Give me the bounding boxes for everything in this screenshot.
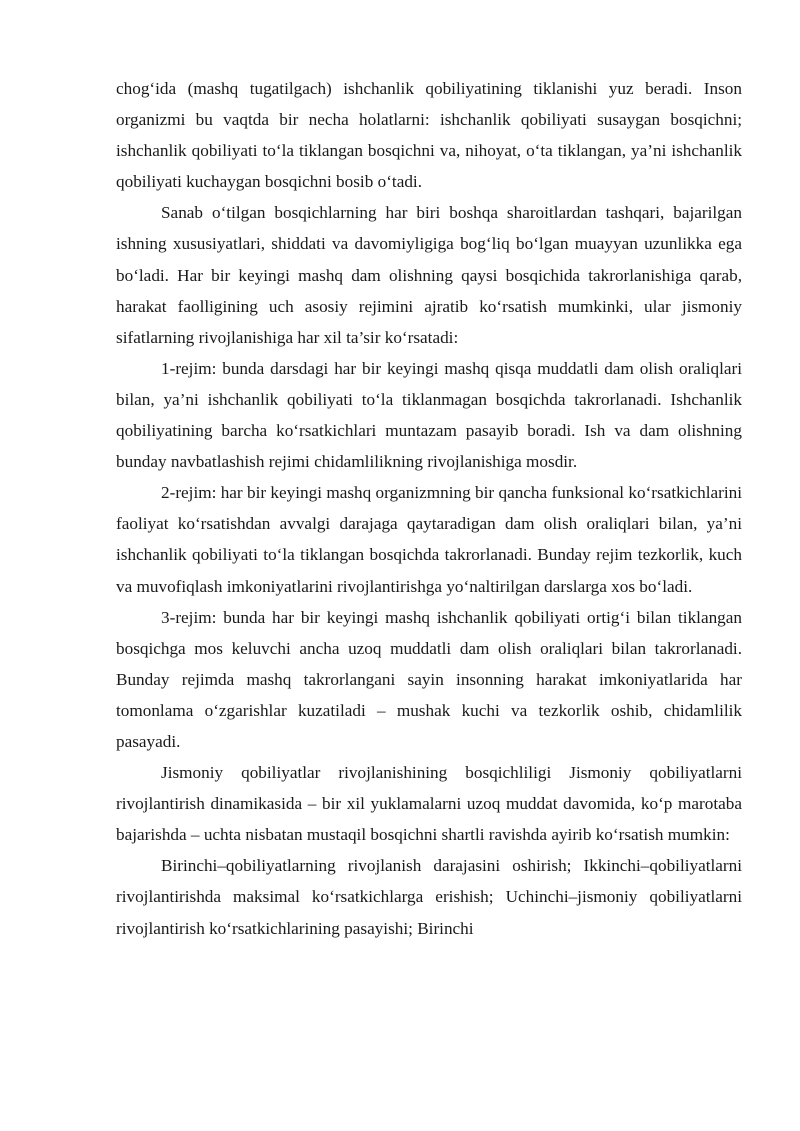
paragraph-development-stages: Jismoniy qobiliyatlar rivojlanishining bosqichliligi Jismoniy qobiliyatlarni rivojlantirish dinamikasida – bir xil yuklamalarni uzoq muddat davomida, ko‘p marotaba bajarishda – uchta nisbatan mustaqil bosqichni shartli ravishda ayirib ko‘rsatish mumkin: xyxy=(116,763,742,845)
paragraph-regime-2: 2-rejim: har bir keyingi mashq organizmning bir qancha funksional ko‘rsatkichlarini faoliyat ko‘rsatishdan avvalgi darajaga qaytaradigan dam olish oraliqlari bilan, ya’ni ishchanlik qobiliyati to‘la tiklangan bosqichda takrorlanadi. Bunday rejim tezkorlik, kuch va muvofiqlash imkoniyatlarini rivojlantirishga yo‘naltirilgan darslarga xos bo‘ladi. xyxy=(116,483,742,596)
paragraph-regime-1: 1-rejim: bunda darsdagi har bir keyingi mashq qisqa muddatli dam olish oraliqlari bilan, ya’ni ishchanlik qobiliyati to‘la tiklanmagan bosqichda takrorlanadi. Ishchanlik qobiliyatining barcha ko‘rsatkichlari muntazam pasayib boradi. Ish va dam olishning bunday navbatlashish rejimi chidamlilikning rivojlanishiga mosdir. xyxy=(116,358,742,472)
paragraph-stage-list: Birinchi–qobiliyatlarning rivojlanish darajasini oshirish; Ikkinchi–qobiliyatlarni rivojlantirishda maksimal ko‘rsatkichlarga erishish; Uchinchi–jismoniy qobiliyatlarni rivojlantirish ko‘rsatkichlarining pasayishi; Birinchi xyxy=(116,856,742,938)
paragraph-continuation: chog‘ida (mashq tugatilgach) ishchanlik qobiliyatining tiklanishi yuz beradi. Inson organizmi bu vaqtda bir necha holatlarni: ishchanlik qobiliyati susaygan bosqichni; ishchanlik qobiliyati to‘la tiklangan bosqichni va, nihoyat, o‘ta tiklangan, ya’ni ishchanlik qobiliyati kuchaygan bosqichni bosib o‘tadi. xyxy=(116,79,742,192)
paragraph-stages: Sanab o‘tilgan bosqichlarning har biri boshqa sharoitlardan tashqari, bajarilgan ishning xususiyatlari, shiddati va davomiyligiga bog‘liq bo‘lgan muayyan uzunlikka ega bo‘ladi. Har bir keyingi mashq dam olishning qaysi bosqichida takrorlanishiga qarab, harakat faolligining uch asosiy rejimini ajratib ko‘rsatish mumkinki, ular jismoniy sifatlarning rivojlanishiga har xil ta’sir ko‘rsatadi: xyxy=(116,203,742,347)
paragraph-regime-3: 3-rejim: bunda har bir keyingi mashq ishchanlik qobiliyati ortig‘i bilan tiklangan bosqichga mos keluvchi ancha uzoq muddatli dam olish oraliqlari bilan takrorlanadi. Bunday rejimda mashq takrorlangani sayin insonning harakat imkoniyatlarida har tomonlama o‘zgarishlar kuzatiladi – mushak kuchi va tezkorlik oshib, chidamlilik pasayadi. xyxy=(116,607,742,751)
document-body xyxy=(116,73,742,944)
